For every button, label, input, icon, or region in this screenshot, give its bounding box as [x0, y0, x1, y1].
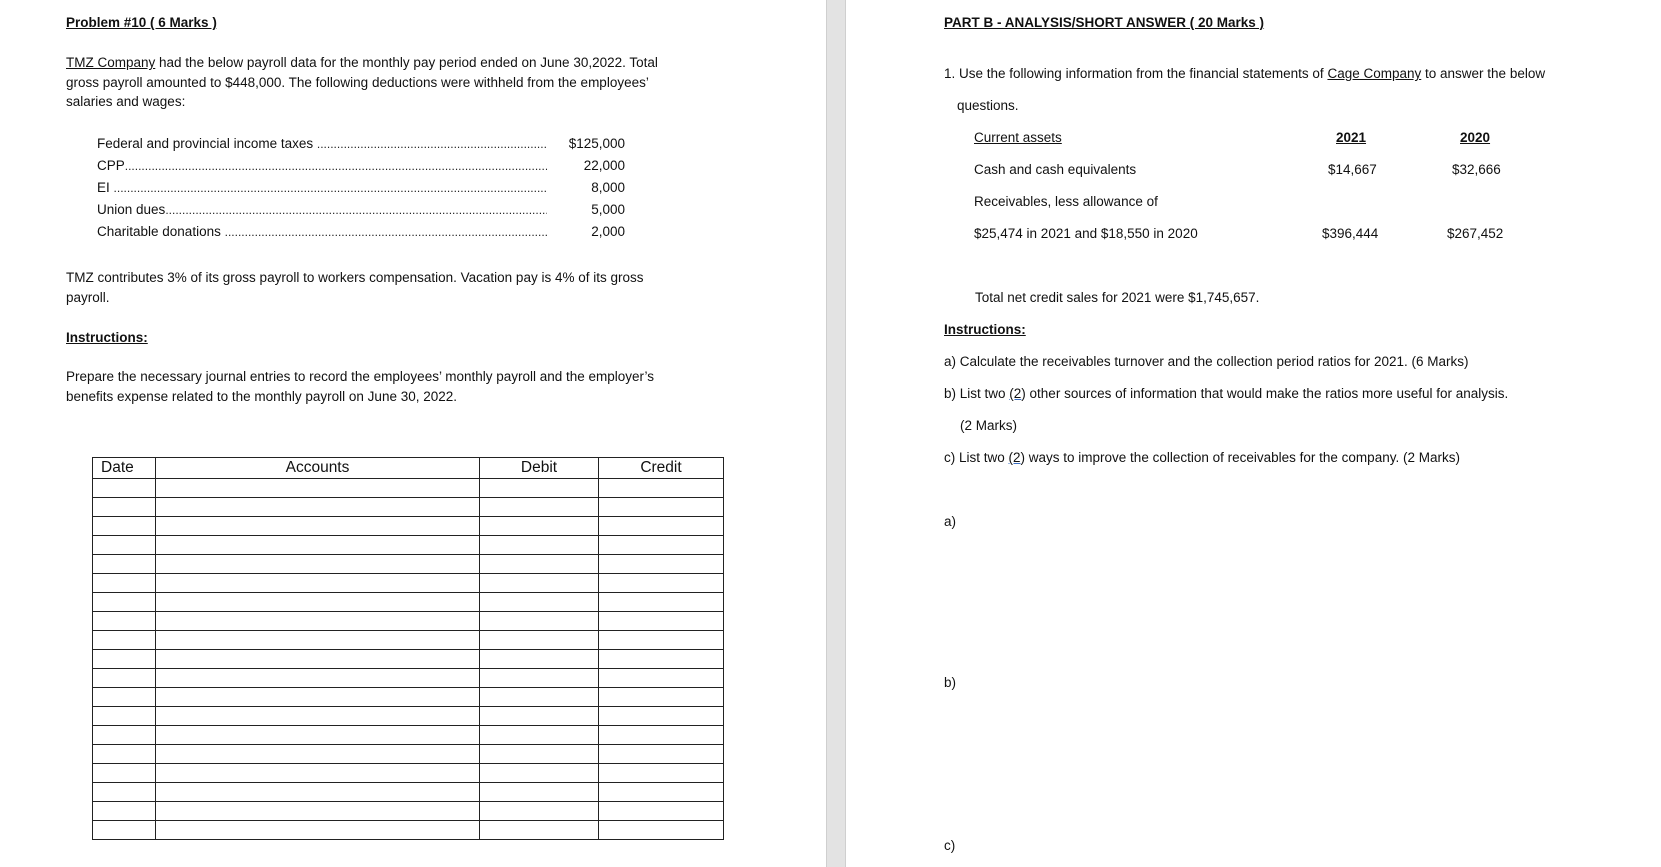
- receivables-label: Receivables, less allowance of: [974, 194, 1158, 209]
- accounts-cell[interactable]: [156, 536, 480, 555]
- instructions-paragraph: Prepare the necessary journal entries to record the employees’ monthly payroll and the employer’s benefits expense related to the monthly payroll on June 30, 2022.: [66, 369, 655, 404]
- credit-cell[interactable]: [599, 745, 724, 764]
- table-row: [93, 669, 724, 688]
- date-cell[interactable]: [93, 593, 156, 612]
- year-2021-header: 2021: [1336, 130, 1367, 145]
- accounts-cell[interactable]: [156, 745, 480, 764]
- date-cell[interactable]: [93, 669, 156, 688]
- table-row: [93, 536, 724, 555]
- cash-label: Cash and cash equivalents: [974, 162, 1137, 177]
- right-page: [846, 0, 1661, 867]
- debit-cell[interactable]: [480, 802, 599, 821]
- receivables-label-cont: $25,474 in 2021 and $18,550 in 2020: [974, 226, 1198, 241]
- credit-cell[interactable]: [599, 821, 724, 840]
- credit-cell[interactable]: [599, 764, 724, 783]
- debit-cell[interactable]: [480, 764, 599, 783]
- debit-cell[interactable]: [480, 593, 599, 612]
- answer-a-label: a): [944, 514, 957, 529]
- credit-cell[interactable]: [599, 555, 724, 574]
- problem-title: Problem #10 ( 6 Marks ): [66, 15, 217, 30]
- deduction-value: $125,000: [568, 136, 625, 151]
- intro-paragraph: TMZ Company had the below payroll data for the monthly pay period ended on June 30,2022. Total gross payroll amounted to $448,000. The following deductions were withheld from the employees’ salaries and wages:: [66, 55, 658, 109]
- debit-cell[interactable]: [480, 821, 599, 840]
- date-cell[interactable]: [93, 745, 156, 764]
- cage-company-name: Cage Company: [1327, 66, 1422, 81]
- debit-cell[interactable]: [480, 669, 599, 688]
- debit-cell[interactable]: [480, 555, 599, 574]
- accounts-cell[interactable]: [156, 669, 480, 688]
- table-row: [93, 650, 724, 669]
- net-credit-sales: Total net credit sales for 2021 were $1,745,657.: [975, 290, 1260, 305]
- page-gutter: [826, 0, 846, 867]
- cash-2020-value: $32,666: [1452, 162, 1501, 177]
- receivables-2021-value: $396,444: [1322, 226, 1379, 241]
- instruction-a: a) Calculate the receivables turnover and the collection period ratios for 2021. (6 Marks): [944, 354, 1469, 369]
- table-row: [93, 517, 724, 536]
- debit-cell[interactable]: [480, 517, 599, 536]
- date-cell[interactable]: [93, 536, 156, 555]
- accounts-cell[interactable]: [156, 479, 480, 498]
- credit-cell[interactable]: [599, 726, 724, 745]
- question-1-line: 1. Use the following information from the financial statements of Cage Company to answer the below: [944, 66, 1546, 81]
- year-2020-header: 2020: [1460, 130, 1491, 145]
- debit-cell[interactable]: [480, 498, 599, 517]
- table-row: [93, 802, 724, 821]
- deduction-label: Federal and provincial income taxes .....: [97, 134, 547, 154]
- deduction-value: 2,000: [591, 224, 625, 239]
- credit-column-header: Credit: [599, 458, 724, 479]
- accounts-cell[interactable]: [156, 631, 480, 650]
- deduction-row: [97, 156, 625, 176]
- accounts-column-header: Accounts: [156, 458, 480, 479]
- date-cell[interactable]: [93, 517, 156, 536]
- credit-cell[interactable]: [599, 802, 724, 821]
- credit-cell[interactable]: [599, 783, 724, 802]
- accounts-cell[interactable]: [156, 802, 480, 821]
- credit-cell[interactable]: [599, 669, 724, 688]
- answer-c-label: c): [944, 838, 956, 853]
- deduction-row: [97, 200, 625, 220]
- date-cell[interactable]: [93, 612, 156, 631]
- answer-b-label: b): [944, 675, 957, 690]
- instruction-b: b) List two (2) other sources of information that would make the ratios more useful for analysis.: [944, 386, 1509, 401]
- journal-entry-table: [92, 457, 724, 840]
- credit-cell[interactable]: [599, 479, 724, 498]
- accounts-cell[interactable]: [156, 574, 480, 593]
- deduction-label: EI .....: [97, 178, 547, 198]
- date-cell[interactable]: [93, 574, 156, 593]
- date-cell[interactable]: [93, 631, 156, 650]
- debit-cell[interactable]: [480, 688, 599, 707]
- debit-cell[interactable]: [480, 612, 599, 631]
- credit-cell[interactable]: [599, 650, 724, 669]
- instructions-heading: Instructions:: [66, 330, 148, 345]
- accounts-cell[interactable]: [156, 821, 480, 840]
- table-row: [93, 498, 724, 517]
- table-row: [93, 726, 724, 745]
- instruction-b-marks: (2 Marks): [960, 418, 1017, 433]
- cash-2021-value: $14,667: [1328, 162, 1377, 177]
- accounts-cell[interactable]: [156, 593, 480, 612]
- table-row: [93, 783, 724, 802]
- accounts-cell[interactable]: [156, 783, 480, 802]
- credit-cell[interactable]: [599, 612, 724, 631]
- date-cell[interactable]: [93, 479, 156, 498]
- debit-cell[interactable]: [480, 479, 599, 498]
- accounts-cell[interactable]: [156, 650, 480, 669]
- instruction-c: c) List two (2) ways to improve the collection of receivables for the company. (2 Marks): [944, 450, 1460, 465]
- table-row: [93, 631, 724, 650]
- current-assets-heading: Current assets: [974, 130, 1062, 145]
- credit-cell[interactable]: [599, 574, 724, 593]
- debit-cell[interactable]: [480, 726, 599, 745]
- table-row: [93, 555, 724, 574]
- table-row: [93, 821, 724, 840]
- debit-column-header: Debit: [480, 458, 599, 479]
- date-cell[interactable]: [93, 726, 156, 745]
- credit-cell[interactable]: [599, 498, 724, 517]
- company-name: TMZ Company: [66, 55, 156, 70]
- deduction-value: 8,000: [591, 180, 625, 195]
- deduction-label: CPP .....: [97, 156, 547, 176]
- receivables-2020-value: $267,452: [1447, 226, 1504, 241]
- debit-cell[interactable]: [480, 745, 599, 764]
- date-cell[interactable]: [93, 498, 156, 517]
- deduction-row: [97, 178, 625, 198]
- date-cell[interactable]: [93, 555, 156, 574]
- accounts-cell[interactable]: [156, 517, 480, 536]
- date-cell[interactable]: [93, 821, 156, 840]
- deduction-row: [97, 134, 625, 154]
- deduction-label: Union dues .....: [97, 200, 547, 220]
- table-row: [93, 764, 724, 783]
- debit-cell[interactable]: [480, 574, 599, 593]
- table-row: [93, 707, 724, 726]
- contribution-paragraph: TMZ contributes 3% of its gross payroll to workers compensation. Vacation pay is 4% of its gross payroll.: [66, 270, 644, 305]
- credit-cell[interactable]: [599, 688, 724, 707]
- date-cell[interactable]: [93, 783, 156, 802]
- left-page: [0, 0, 826, 867]
- accounts-cell[interactable]: [156, 764, 480, 783]
- question-1-continuation: questions.: [957, 98, 1019, 113]
- part-b-title: PART B - ANALYSIS/SHORT ANSWER ( 20 Marks ): [944, 15, 1265, 30]
- date-column-header: Date: [93, 458, 156, 479]
- table-row: [93, 593, 724, 612]
- debit-cell[interactable]: [480, 536, 599, 555]
- credit-cell[interactable]: [599, 536, 724, 555]
- credit-cell[interactable]: [599, 593, 724, 612]
- table-row: [93, 479, 724, 498]
- deduction-value: 5,000: [591, 202, 625, 217]
- accounts-cell[interactable]: [156, 555, 480, 574]
- table-row: [93, 745, 724, 764]
- debit-cell[interactable]: [480, 707, 599, 726]
- deduction-label: Charitable donations .....: [97, 222, 547, 242]
- table-row: [93, 612, 724, 631]
- credit-cell[interactable]: [599, 707, 724, 726]
- table-row: [93, 574, 724, 593]
- deduction-row: [97, 222, 625, 242]
- accounts-cell[interactable]: [156, 688, 480, 707]
- date-cell[interactable]: [93, 650, 156, 669]
- debit-cell[interactable]: [480, 783, 599, 802]
- date-cell[interactable]: [93, 688, 156, 707]
- date-cell[interactable]: [93, 707, 156, 726]
- accounts-cell[interactable]: [156, 707, 480, 726]
- debit-cell[interactable]: [480, 631, 599, 650]
- accounts-cell[interactable]: [156, 498, 480, 517]
- table-header-row: [93, 458, 724, 479]
- date-cell[interactable]: [93, 764, 156, 783]
- credit-cell[interactable]: [599, 517, 724, 536]
- table-row: [93, 688, 724, 707]
- date-cell[interactable]: [93, 802, 156, 821]
- credit-cell[interactable]: [599, 631, 724, 650]
- debit-cell[interactable]: [480, 650, 599, 669]
- instructions-heading-right: Instructions:: [944, 322, 1026, 337]
- accounts-cell[interactable]: [156, 726, 480, 745]
- deduction-value: 22,000: [583, 158, 625, 173]
- accounts-cell[interactable]: [156, 612, 480, 631]
